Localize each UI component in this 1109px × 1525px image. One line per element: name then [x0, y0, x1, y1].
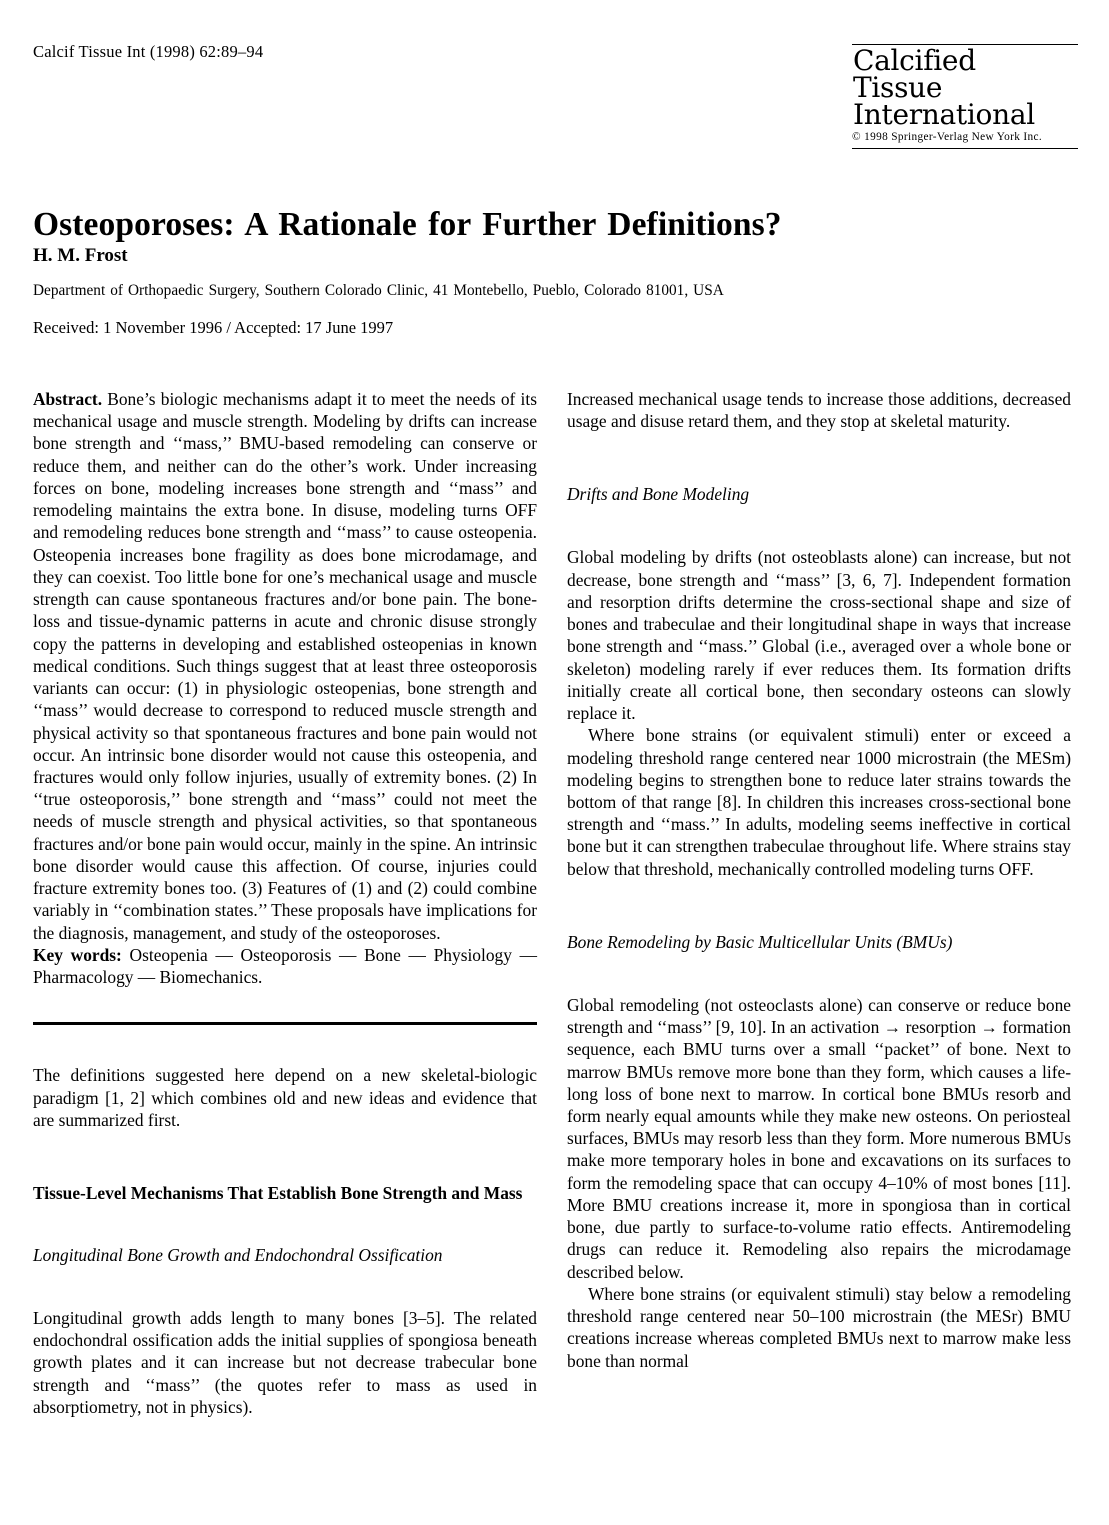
spacer: [33, 1205, 537, 1245]
spacer: [567, 432, 1071, 484]
section-separator-rule: [33, 1022, 537, 1025]
continuation-paragraph: Increased mechanical usage tends to increase those additions, decreased usage and disuse retard them, and they stop at skeletal maturity.: [567, 389, 1071, 432]
logo-rule-bottom: [852, 148, 1078, 149]
received-accepted-dates: Received: 1 November 1996 / Accepted: 17 June 1997: [33, 318, 394, 337]
bmu-paragraph-2: Where bone strains (or equivalent stimuli) stay below a remodeling threshold range centered near 50–100 microstrain (the MESr) BMU creations increase whereas completed BMUs next to marrow make less bone than normal: [567, 1283, 1071, 1371]
copyright-line: © 1998 Springer-Verlag New York Inc.: [852, 131, 1043, 144]
journal-logo-line-2: Tissue: [853, 70, 943, 104]
subsection-heading-drifts: Drifts and Bone Modeling: [567, 484, 750, 505]
running-head: Calcif Tissue Int (1998) 62:89–94: [33, 42, 264, 61]
bmu-paragraph-1: Global remodeling (not osteoclasts alone) can conserve or reduce bone strength and ‘‘mass’’ [9, 10]. In an activation → resorption → formation sequence, each BMU turns over a small ‘‘packet’’ of bone. Next to marrow BMUs remove more bone than they form, which causes a life-long loss of bone next to marrow. In cortical bone BMUs resorb and form nearly equal amounts while they make new osteons. On periosteal surfaces, BMUs may resorb less than they form. More numerous BMUs make more temporary holes in bone and excavations on its surfaces to form the remodeling space that can occupy 4–10% of most bones [11]. More BMU creations increase it, more in spongiosa than in cortical bone, due partly to surface-to-volume ratio effects. Antiremodeling drugs can reduce it. Remodeling also repairs the microdamage described below.: [567, 994, 1071, 1282]
journal-logo-block: [852, 44, 1078, 149]
right-column: [567, 388, 1071, 1372]
drifts-paragraph-1: Global modeling by drifts (not osteoblasts alone) can increase, but not decrease, bone strength and ‘‘mass’’ [3, 6, 7]. Independent formation and resorption drifts determine the cross-sectional shape and size of bones and trabeculae and their longitudinal shape in ways that increase bone strength and ‘‘mass.’’ Global (i.e., averaged over a whole bone or skeleton) modeling rarely if ever reduces them. Its formation drifts initially create all cortical bone, then secondary osteons can slowly replace it.: [567, 547, 1071, 724]
spacer: [567, 954, 1071, 994]
keywords-paragraph: [33, 944, 537, 988]
journal-logo-line-1: Calcified: [853, 44, 976, 77]
spacer: [567, 880, 1071, 932]
spacer: [33, 1131, 537, 1183]
journal-logo-line-3: International: [853, 97, 1035, 131]
spacer: [33, 1267, 537, 1307]
author-affiliation: Department of Orthopaedic Surgery, Southern Colorado Clinic, 41 Montebello, Pueblo, Colorado 81001, USA: [33, 282, 724, 299]
author-name: H. M. Frost: [33, 245, 128, 266]
article-title: Osteoporoses: A Rationale for Further Definitions?: [33, 206, 782, 244]
drifts-paragraph-2: Where bone strains (or equivalent stimuli) enter or exceed a modeling threshold range centered near 1000 microstrain (the MESm) modeling begins to strengthen bone to reduce later strains towards the bottom of that range [8]. In children this increases cross-sectional bone strength and ‘‘mass.’’ In adults, modeling seems ineffective in cortical bone but it can strengthen trabeculae throughout life. Where strains stay below that threshold, mechanically controlled modeling turns OFF.: [567, 725, 1071, 879]
keywords-text: Osteopenia — Osteoporosis — Bone — Physiology — Pharmacology — Biomechanics.: [33, 944, 537, 988]
section-heading-tissue-level: Tissue-Level Mechanisms That Establish Bone Strength and Mass: [33, 1183, 523, 1204]
spacer: [567, 506, 1071, 546]
abstract-label: Abstract.: [33, 389, 103, 409]
abstract-paragraph: [33, 388, 537, 944]
longitudinal-growth-paragraph: Longitudinal growth adds length to many bones [3–5]. The related endochondral ossification adds the initial supplies of spongiosa beneath growth plates and it can increase but not decrease trabecular bone strength and ‘‘mass’’ (the quotes refer to mass as used in absorptiometry, not in physics).: [33, 1307, 537, 1417]
journal-logo-wordmark: [852, 45, 1078, 147]
intro-paragraph: The definitions suggested here depend on a new skeletal-biologic paradigm [1, 2] which combines old and new ideas and evidence that are summarized first.: [33, 1065, 537, 1130]
left-column: [33, 388, 537, 1418]
subsection-heading-bmu: Bone Remodeling by Basic Multicellular Units (BMUs): [567, 931, 953, 952]
keywords-label: Key words:: [33, 944, 122, 965]
subsection-heading-longitudinal-growth: Longitudinal Bone Growth and Endochondral Ossification: [33, 1244, 443, 1265]
abstract-text: Bone’s biologic mechanisms adapt it to meet the needs of its mechanical usage and muscle strength. Modeling by drifts can increase bone strength and ‘‘mass,’’ BMU-based remodeling can conserve or reduce them, and neither can do the other’s work. Under increasing forces on bone, modeling increases bone strength and ‘‘mass’’ and remodeling maintains the extra bone. In disuse, modeling turns OFF and remodeling reduces bone strength and ‘‘mass’’ to cause osteopenia. Osteopenia increases bone fragility as does bone microdamage, and they can coexist. Too little bone for one’s mechanical usage and muscle strength can cause spontaneous fractures and/or bone pain. The bone-loss and tissue-dynamic patterns in acute and chronic disuse strongly copy the patterns in developing and established osteopenias in known medical conditions. Such things suggest that at least three osteoporosis variants can occur: (1) in physiologic osteopenias, bone strength and ‘‘mass’’ would decrease to correspond to reduced muscle strength and physical activity so that spontaneous fractures and bone pain would not occur. An intrinsic bone disorder would not cause this osteopenia, and fractures would only follow injuries, usually of extremity bones. (2) In ‘‘true osteoporosis,’’ bone strength and ‘‘mass’’ could not meet the needs of muscle strength and physical activities, so that spontaneous fractures and/or bone pain would occur, mainly in the spine. An intrinsic bone disorder would cause this affection. Of course, injuries could fracture extremity bones too. (3) Features of (1) and (2) could combine variably in ‘‘combination states.’’ These proposals have implications for the diagnosis, management, and study of the osteoporoses.: [33, 389, 537, 943]
